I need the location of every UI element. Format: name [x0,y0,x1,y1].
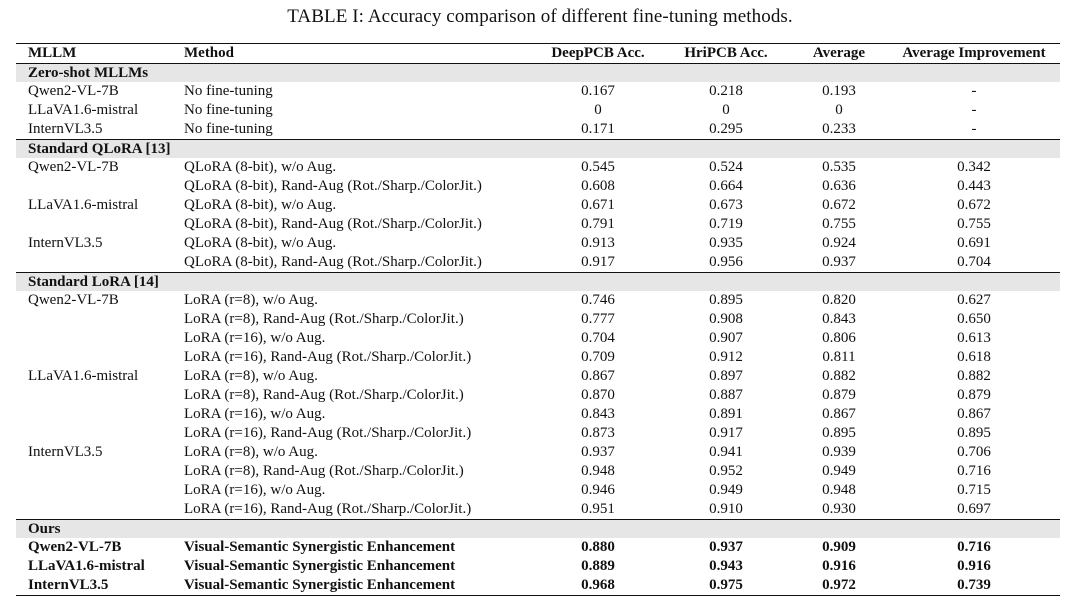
cell-method: LoRA (r=16), Rand-Aug (Rot./Sharp./ColorJit.) [184,425,472,441]
cell-improvement: - [971,83,977,99]
cell-hripcb: 0.295 [709,121,743,137]
cell-hripcb: 0.952 [709,463,743,479]
table-row [16,158,1060,177]
table-caption: TABLE I: Accuracy comparison of different fine-tuning methods. [287,6,793,27]
cell-deeppcb: 0.704 [581,330,615,346]
cell-improvement: 0.916 [957,558,991,574]
group-header-row [16,273,1060,292]
cell-improvement: 0.697 [957,501,991,517]
cell-average: 0.882 [822,368,856,384]
cell-mllm [16,329,172,348]
cell-method: LoRA (r=16), w/o Aug. [184,330,326,346]
cell-mllm: InternVL3.5 [28,577,109,593]
table-row [16,329,1060,348]
cell-deeppcb: 0.880 [581,539,615,555]
cell-average: 0.755 [822,216,856,232]
cell-mllm [16,177,172,196]
cell-hripcb: 0.937 [709,539,743,555]
cell-method: QLoRA (8-bit), Rand-Aug (Rot./Sharp./ColorJit.) [184,216,482,232]
cell-hripcb: 0.524 [709,159,743,175]
cell-method: QLoRA (8-bit), w/o Aug. [184,197,337,213]
cell-deeppcb: 0.171 [581,121,615,137]
cell-method: QLoRA (8-bit), w/o Aug. [184,235,337,251]
table-row [16,386,1060,405]
cell-method: QLoRA (8-bit), w/o Aug. [184,159,337,175]
cell-deeppcb: 0.671 [581,197,615,213]
cell-mllm: LLaVA1.6-mistral [28,368,139,384]
cell-average: 0 [835,102,843,118]
table-row [16,101,1060,120]
cell-average: 0.895 [822,425,856,441]
header-hripcb: HriPCB Acc. [684,45,768,61]
cell-mllm [16,481,172,500]
cell-average: 0.672 [822,197,856,213]
table-row [16,424,1060,443]
table-row [16,177,1060,196]
cell-hripcb: 0 [722,102,730,118]
cell-deeppcb: 0.791 [581,216,615,232]
cell-deeppcb: 0.913 [581,235,615,251]
cell-hripcb: 0.908 [709,311,743,327]
cell-mllm [16,405,172,424]
cell-improvement: 0.755 [957,216,991,232]
cell-method: LoRA (r=8), w/o Aug. [184,292,318,308]
cell-deeppcb: 0.873 [581,425,615,441]
cell-method: LoRA (r=8), w/o Aug. [184,368,318,384]
cell-average: 0.879 [822,387,856,403]
cell-mllm: Qwen2-VL-7B [28,292,119,308]
cell-deeppcb: 0.937 [581,444,615,460]
cell-improvement: - [971,102,977,118]
cell-average: 0.949 [822,463,856,479]
cell-deeppcb: 0.746 [581,292,615,308]
table-row [16,557,1060,576]
cell-improvement: 0.716 [957,463,991,479]
table-row [16,253,1060,273]
cell-mllm: LLaVA1.6-mistral [28,197,139,213]
cell-average: 0.930 [822,501,856,517]
group-title: Zero-shot MLLMs [16,64,1060,83]
cell-mllm: InternVL3.5 [28,235,103,251]
cell-deeppcb: 0.889 [581,558,615,574]
cell-average: 0.233 [822,121,856,137]
cell-improvement: 0.618 [957,349,991,365]
cell-mllm [16,310,172,329]
header-row [16,44,1060,64]
cell-mllm: InternVL3.5 [28,121,103,137]
table-row [16,481,1060,500]
cell-deeppcb: 0.608 [581,178,615,194]
cell-improvement: 0.443 [957,178,991,194]
cell-improvement: - [971,121,977,137]
table-row [16,443,1060,462]
cell-hripcb: 0.975 [709,577,743,593]
cell-average: 0.843 [822,311,856,327]
table-row [16,462,1060,481]
cell-method: LoRA (r=8), Rand-Aug (Rot./Sharp./ColorJit.) [184,387,464,403]
cell-mllm [16,253,172,273]
group-title: Standard LoRA [14] [16,273,1060,292]
cell-hripcb: 0.891 [709,406,743,422]
cell-hripcb: 0.895 [709,292,743,308]
cell-deeppcb: 0.545 [581,159,615,175]
cell-mllm: InternVL3.5 [28,444,103,460]
cell-improvement: 0.704 [957,254,991,270]
cell-mllm: Qwen2-VL-7B [28,159,119,175]
cell-deeppcb: 0.951 [581,501,615,517]
table-body [16,64,1060,596]
cell-hripcb: 0.949 [709,482,743,498]
cell-method: No fine-tuning [184,121,273,137]
cell-method: LoRA (r=8), Rand-Aug (Rot./Sharp./ColorJit.) [184,463,464,479]
cell-deeppcb: 0.870 [581,387,615,403]
header-improvement: Average Improvement [902,45,1046,61]
cell-improvement: 0.879 [957,387,991,403]
group-title: Standard QLoRA [13] [16,140,1060,159]
cell-deeppcb: 0 [594,102,602,118]
cell-average: 0.924 [822,235,856,251]
table-row [16,291,1060,310]
cell-method: LoRA (r=8), w/o Aug. [184,444,318,460]
table-row [16,215,1060,234]
table-row [16,310,1060,329]
cell-method: Visual-Semantic Synergistic Enhancement [184,577,456,593]
cell-improvement: 0.672 [957,197,991,213]
table-row [16,120,1060,140]
table-row [16,348,1060,367]
cell-hripcb: 0.917 [709,425,743,441]
cell-improvement: 0.716 [957,539,991,555]
cell-improvement: 0.706 [957,444,991,460]
cell-method: QLoRA (8-bit), Rand-Aug (Rot./Sharp./ColorJit.) [184,254,482,270]
cell-improvement: 0.613 [957,330,991,346]
cell-hripcb: 0.912 [709,349,743,365]
cell-deeppcb: 0.917 [581,254,615,270]
cell-mllm [16,215,172,234]
cell-hripcb: 0.664 [709,178,743,194]
cell-mllm [16,462,172,481]
cell-hripcb: 0.956 [709,254,743,270]
cell-deeppcb: 0.709 [581,349,615,365]
cell-deeppcb: 0.946 [581,482,615,498]
cell-hripcb: 0.887 [709,387,743,403]
cell-hripcb: 0.943 [709,558,743,574]
cell-average: 0.937 [822,254,856,270]
cell-hripcb: 0.719 [709,216,743,232]
header-mllm: MLLM [28,45,77,61]
cell-mllm [16,386,172,405]
table-row [16,367,1060,386]
cell-hripcb: 0.218 [709,83,743,99]
cell-mllm: LLaVA1.6-mistral [28,558,145,574]
header-method: Method [184,45,234,61]
cell-method: LoRA (r=16), w/o Aug. [184,482,326,498]
cell-mllm: Qwen2-VL-7B [28,539,122,555]
cell-deeppcb: 0.777 [581,311,615,327]
group-title: Ours [16,520,1060,539]
cell-improvement: 0.650 [957,311,991,327]
cell-mllm [16,348,172,367]
cell-deeppcb: 0.867 [581,368,615,384]
cell-method: No fine-tuning [184,83,273,99]
cell-hripcb: 0.941 [709,444,743,460]
cell-improvement: 0.867 [957,406,991,422]
cell-hripcb: 0.907 [709,330,743,346]
cell-average: 0.867 [822,406,856,422]
table-row [16,405,1060,424]
cell-average: 0.193 [822,83,856,99]
header-average: Average [812,45,866,61]
accuracy-table [16,43,1060,596]
cell-method: Visual-Semantic Synergistic Enhancement [184,558,456,574]
table-row [16,196,1060,215]
table-row [16,82,1060,101]
group-header-row [16,64,1060,83]
cell-improvement: 0.715 [957,482,991,498]
cell-mllm: LLaVA1.6-mistral [28,102,139,118]
cell-improvement: 0.895 [957,425,991,441]
cell-hripcb: 0.910 [709,501,743,517]
cell-improvement: 0.691 [957,235,991,251]
cell-hripcb: 0.897 [709,368,743,384]
cell-method: LoRA (r=16), w/o Aug. [184,406,326,422]
table-row [16,500,1060,520]
cell-improvement: 0.882 [957,368,991,384]
cell-mllm [16,500,172,520]
group-header-row [16,520,1060,539]
cell-method: LoRA (r=16), Rand-Aug (Rot./Sharp./ColorJit.) [184,501,472,517]
cell-method: LoRA (r=16), Rand-Aug (Rot./Sharp./ColorJit.) [184,349,472,365]
cell-hripcb: 0.673 [709,197,743,213]
table-row [16,538,1060,557]
cell-average: 0.535 [822,159,856,175]
cell-mllm: Qwen2-VL-7B [28,83,119,99]
table-row [16,576,1060,596]
cell-average: 0.636 [822,178,856,194]
cell-method: Visual-Semantic Synergistic Enhancement [184,539,456,555]
table-row [16,234,1060,253]
cell-method: LoRA (r=8), Rand-Aug (Rot./Sharp./ColorJit.) [184,311,464,327]
cell-improvement: 0.739 [957,577,991,593]
cell-average: 0.909 [822,539,856,555]
cell-average: 0.820 [822,292,856,308]
cell-hripcb: 0.935 [709,235,743,251]
cell-average: 0.811 [822,349,856,365]
cell-improvement: 0.627 [957,292,991,308]
cell-average: 0.806 [822,330,856,346]
cell-mllm [16,424,172,443]
cell-improvement: 0.342 [957,159,991,175]
cell-average: 0.939 [822,444,856,460]
cell-deeppcb: 0.167 [581,83,615,99]
cell-method: No fine-tuning [184,102,273,118]
cell-average: 0.948 [822,482,856,498]
cell-deeppcb: 0.843 [581,406,615,422]
cell-deeppcb: 0.948 [581,463,615,479]
group-header-row [16,140,1060,159]
cell-deeppcb: 0.968 [581,577,615,593]
cell-average: 0.916 [822,558,856,574]
header-deeppcb: DeepPCB Acc. [551,45,645,61]
cell-method: QLoRA (8-bit), Rand-Aug (Rot./Sharp./ColorJit.) [184,178,482,194]
cell-average: 0.972 [822,577,856,593]
